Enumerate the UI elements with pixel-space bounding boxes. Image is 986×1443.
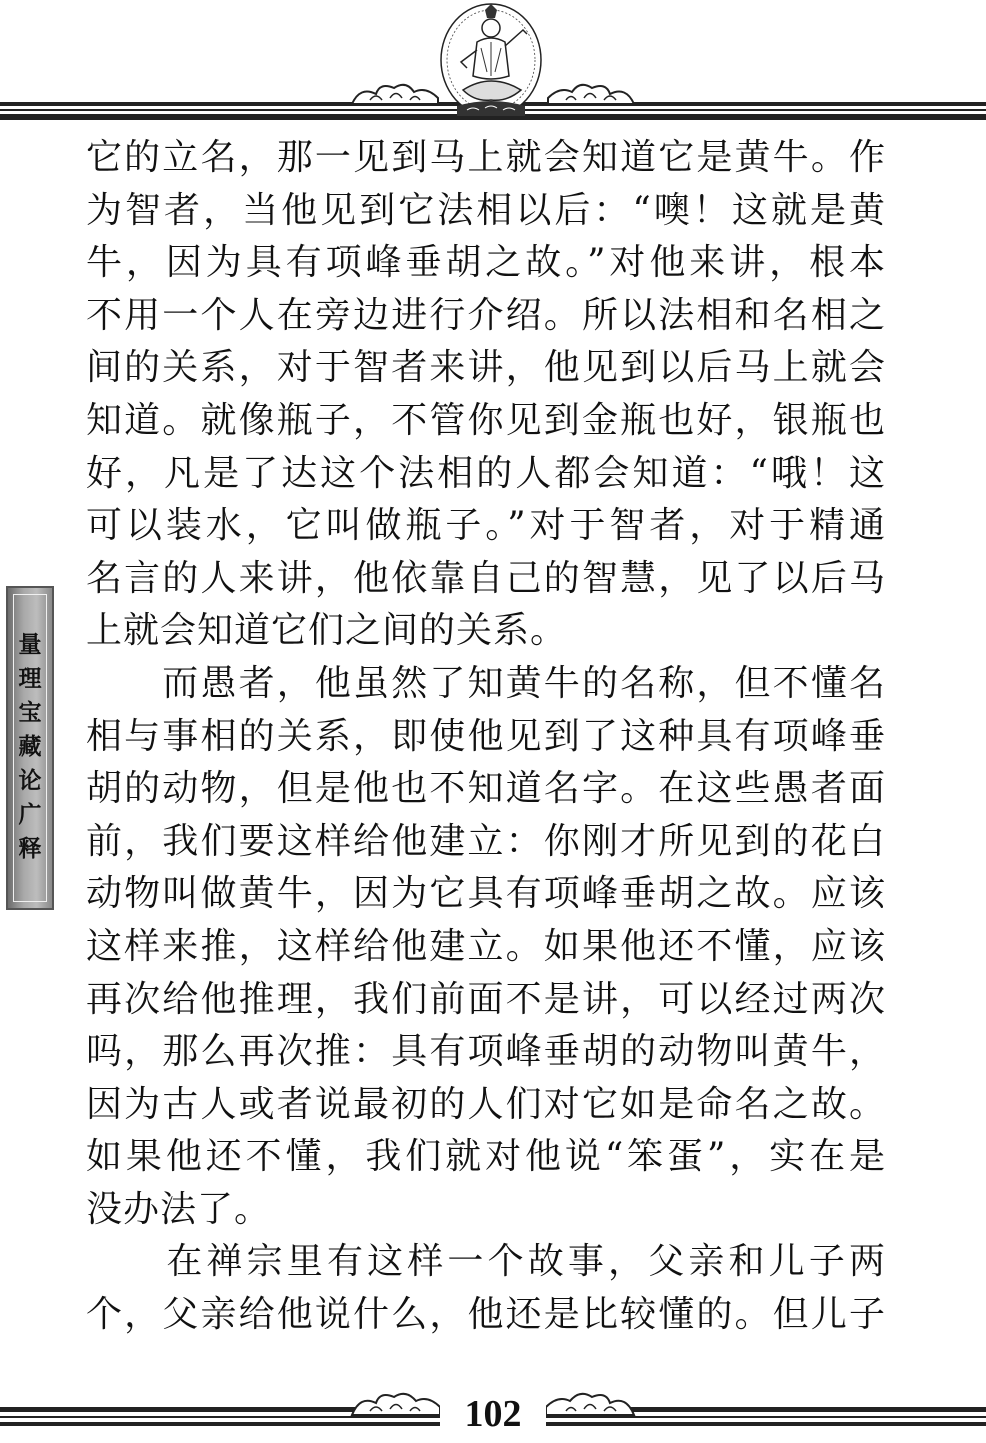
text-line: 不用一个人在旁边进行介绍。所以法相和名相之 — [86, 294, 886, 336]
header-ornament — [0, 0, 986, 125]
text-line: 胡的动物，但是他也不知道名字。在这些愚者面 — [86, 768, 886, 810]
text-line: 在禅宗里有这样一个故事，父亲和儿子两 — [86, 1241, 886, 1283]
body-text — [86, 132, 886, 1342]
text-line: 可以装水，它叫做瓶子。”对于智者，对于精通 — [86, 505, 886, 547]
side-tab — [6, 586, 54, 910]
deity-figure-icon — [437, 2, 545, 120]
text-line: 因为古人或者说最初的人们对它如是命名之故。 — [86, 1083, 886, 1125]
text-line: 前，我们要这样给他建立：你刚才所见到的花白 — [86, 820, 886, 862]
text-line: 没办法了。 — [86, 1188, 272, 1230]
text-line: 个，父亲给他说什么，他还是比较懂的。但儿子 — [86, 1294, 886, 1336]
cloud-scroll-left-icon — [350, 1389, 442, 1419]
text-line: 吗，那么再次推：具有项峰垂胡的动物叫黄牛， — [86, 1031, 886, 1073]
text-line: 知道。就像瓶子，不管你见到金瓶也好，银瓶也 — [86, 399, 886, 441]
text-line: 再次给他推理，我们前面不是讲，可以经过两次 — [86, 978, 886, 1020]
page-number: 102 — [464, 1393, 522, 1435]
text-line: 牛，因为具有项峰垂胡之故。”对他来讲，根本 — [86, 242, 886, 284]
text-line: 动物叫做黄牛，因为它具有项峰垂胡之故。应该 — [86, 873, 886, 915]
text-line: 间的关系，对于智者来讲，他见到以后马上就会 — [86, 347, 886, 389]
text-line: 而愚者，他虽然了知黄牛的名称，但不懂名 — [86, 662, 886, 704]
text-line: 相与事相的关系，即使他见到了这种具有项峰垂 — [86, 715, 886, 757]
text-line: 这样来推，这样给他建立。如果他还不懂，应该 — [86, 925, 886, 967]
cloud-scroll-left-icon — [350, 80, 440, 108]
text-line: 名言的人来讲，他依靠自己的智慧，见了以后马 — [86, 557, 886, 599]
text-line: 为智者，当他见到它法相以后：“噢！这就是黄 — [86, 189, 886, 231]
book-title-vertical: 量理宝藏论广释 — [18, 631, 42, 862]
text-line: 如果他还不懂，我们就对他说“笨蛋”，实在是 — [86, 1136, 886, 1178]
cloud-scroll-right-icon — [544, 1389, 636, 1419]
text-line: 好，凡是了达这个法相的人都会知道：“哦！这 — [86, 452, 886, 494]
cloud-scroll-right-icon — [546, 80, 636, 108]
text-line: 它的立名，那一见到马上就会知道它是黄牛。作 — [86, 137, 886, 178]
text-line: 上就会知道它们之间的关系。 — [86, 610, 568, 652]
